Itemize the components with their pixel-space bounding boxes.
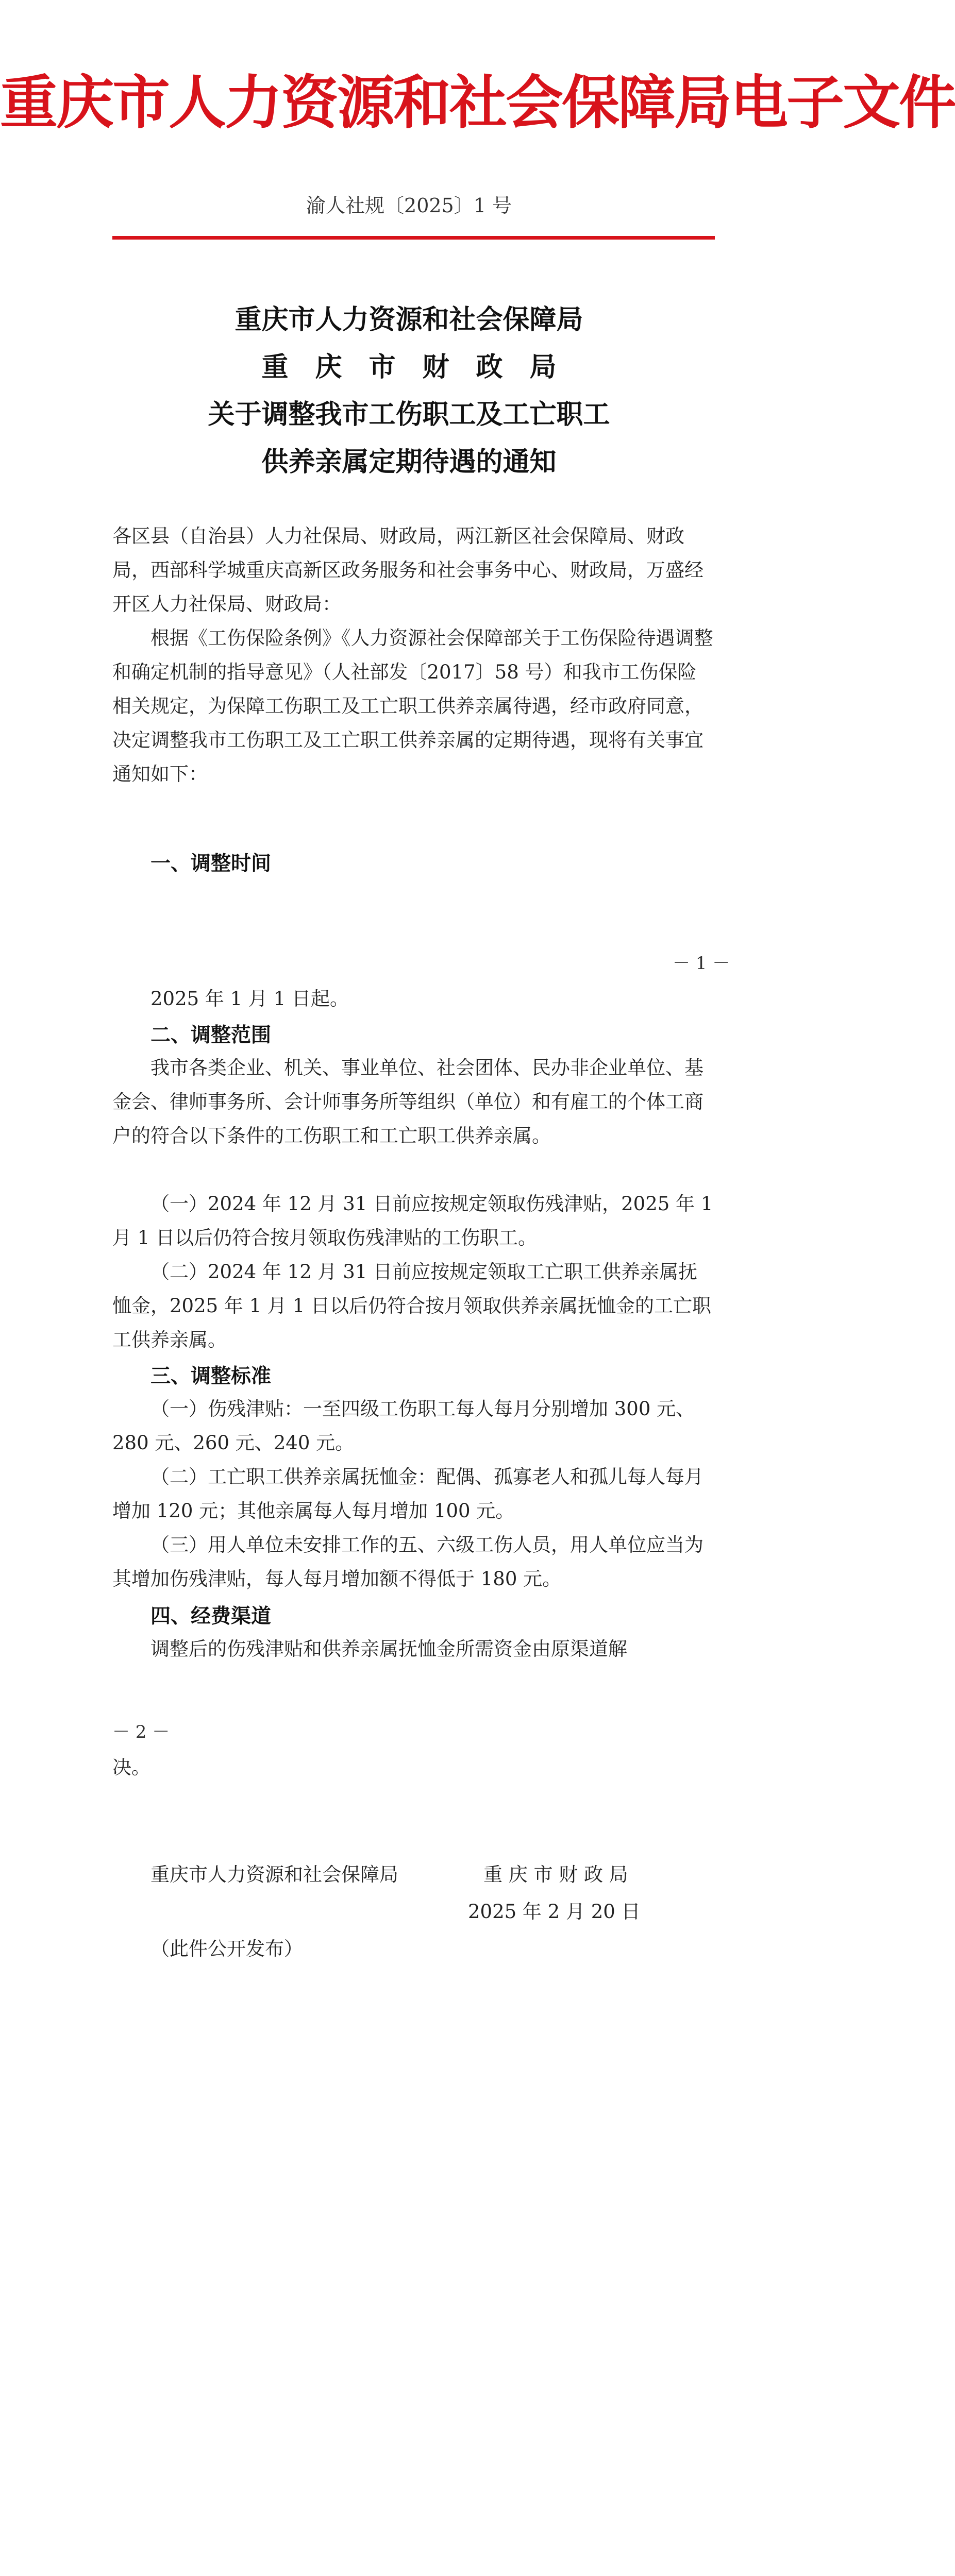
document-number: 渝人社规〔2025〕1 号 [306, 194, 512, 217]
section-1-text: 2025 年 1 月 1 日起。 [150, 988, 349, 1010]
section-3-heading: 三、调整标准 [150, 1365, 272, 1388]
signature-org-hrss: 重庆市人力资源和社会保障局 [150, 1863, 398, 1886]
title-issuer-2: 重 庆 市 财 政 局 [261, 351, 557, 383]
section-3-item-1: （一）伤残津贴：一至四级工伤职工每人每月分别增加 300 元、280 元、260 元、240 元。 [112, 1398, 695, 1454]
section-4-text-continued: 决。 [112, 1756, 150, 1778]
section-2-heading: 二、调整范围 [150, 1024, 272, 1047]
document-header-title: 重庆市人力资源和社会保障局电子文件 [0, 69, 955, 137]
intro-paragraph: 根据《工伤保险条例》《人力资源社会保障部关于工伤保险待遇调整和确定机制的指导意见》（人社部发〔2017〕58 号）和我市工伤保险相关规定，为保障工伤职工及工亡职工供养亲属待遇，经市政府同意，决定调整我市工伤职工及工亡职工供养亲属的定期待遇，现将有关事宜通知如下： [112, 627, 713, 785]
section-4-heading: 四、经费渠道 [150, 1605, 272, 1628]
section-2-item-2: （二）2024 年 12 月 31 日前应按规定领取工亡职工供养亲属抚恤金，2025 年 1 月 1 日以后仍符合按月领取供养亲属抚恤金的工亡职工供养亲属。 [112, 1261, 712, 1351]
section-3-item-2: （二）工亡职工供养亲属抚恤金：配偶、孤寡老人和孤儿每人每月增加 120 元；其他亲属每人每月增加 100 元。 [112, 1466, 703, 1522]
section-2-text: 我市各类企业、机关、事业单位、社会团体、民办非企业单位、基金会、律师事务所、会计师事务所等组织（单位）和有雇工的个体工商户的符合以下条件的工伤职工和工亡职工供养亲属。 [112, 1057, 703, 1147]
title-issuer-1: 重庆市人力资源和社会保障局 [234, 304, 583, 335]
signature-org-finance: 重 庆 市 财 政 局 [483, 1863, 628, 1886]
page-number-2: － 2 － [112, 1722, 170, 1742]
red-divider [112, 236, 715, 240]
section-4-text: 调整后的伤残津贴和供养亲属抚恤金所需资金由原渠道解 [150, 1638, 627, 1660]
signature-date: 2025 年 2 月 20 日 [468, 1901, 641, 1923]
section-2-item-1: （一）2024 年 12 月 31 日前应按规定领取伤残津贴，2025 年 1 月 1 日以后仍符合按月领取伤残津贴的工伤职工。 [112, 1193, 713, 1249]
page-number-1: － 1 － [673, 953, 730, 974]
title-subject-1: 关于调整我市工伤职工及工亡职工 [208, 399, 610, 430]
addressee: 各区县（自治县）人力社保局、财政局，两江新区社会保障局、财政局，西部科学城重庆高新区政务服务和社会事务中心、财政局，万盛经开区人力社保局、财政局： [112, 525, 703, 615]
section-3-item-3: （三）用人单位未安排工作的五、六级工伤人员，用人单位应当为其增加伤残津贴，每人每月增加额不得低于 180 元。 [112, 1534, 703, 1590]
public-release-note: （此件公开发布） [150, 1938, 303, 1960]
title-subject-2: 供养亲属定期待遇的通知 [261, 446, 557, 478]
section-1-heading: 一、调整时间 [150, 852, 272, 875]
